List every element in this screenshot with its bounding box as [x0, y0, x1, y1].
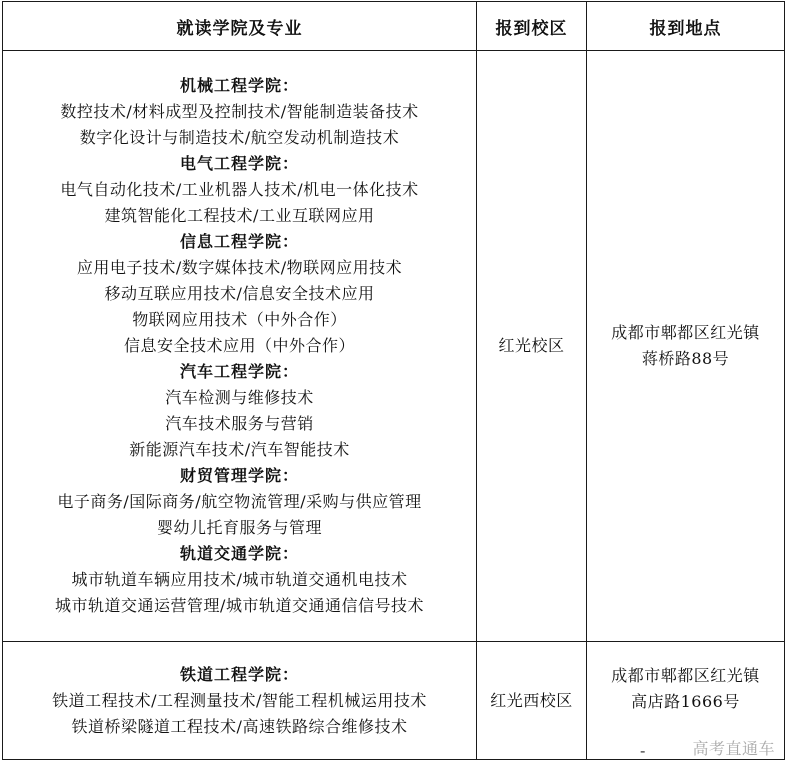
location-line: 蒋桥路88号: [641, 349, 730, 368]
location-cell: [587, 51, 785, 642]
campus-name: 红光校区: [498, 336, 565, 355]
major-line: 电子商务/国际商务/航空物流管理/采购与供应管理: [57, 492, 422, 511]
majors-list: [3, 73, 476, 619]
table-row: [3, 51, 785, 642]
majors-cell: [3, 51, 477, 642]
major-line: 建筑智能化工程技术/工业互联网应用: [104, 206, 375, 225]
major-line: 城市轨道交通运营管理/城市轨道交通通信信号技术: [55, 596, 424, 615]
majors-cell: [3, 642, 477, 760]
major-line: 应用电子技术/数字媒体技术/物联网应用技术: [76, 258, 403, 277]
major-line: 数控技术/材料成型及控制技术/智能制造装备技术: [60, 102, 419, 121]
major-line: 铁道桥梁隧道工程技术/高速铁路综合维修技术: [71, 716, 408, 736]
campus-cell: [477, 642, 587, 760]
major-line: 婴幼儿托育服务与管理: [156, 518, 322, 537]
table-header-row: [3, 2, 785, 51]
college-name: 财贸管理学院：: [179, 466, 299, 485]
major-line: 电气自动化技术/工业机器人技术/机电一体化技术: [60, 180, 419, 199]
registration-table: [2, 1, 785, 760]
major-line: 汽车检测与维修技术: [165, 388, 314, 407]
college-name: 铁道工程学院：: [179, 664, 299, 684]
watermark-text: 高考直通车: [692, 739, 775, 758]
campus-cell: [477, 51, 587, 642]
college-name: 机械工程学院：: [179, 76, 299, 95]
college-name: 信息工程学院：: [179, 232, 299, 251]
major-line: 铁道工程技术/工程测量技术/智能工程机械运用技术: [52, 690, 427, 710]
header-location: 报到地点: [587, 2, 785, 51]
major-line: 物联网应用技术（中外合作）: [132, 310, 347, 329]
header-campus: 报到校区: [477, 2, 587, 51]
major-line: 信息安全技术应用（中外合作）: [123, 336, 355, 355]
location-line: 成都市郫都区红光镇: [611, 323, 760, 342]
location-line: 成都市郫都区红光镇: [611, 665, 760, 685]
header-college-major: 就读学院及专业: [3, 2, 477, 51]
college-name: 汽车工程学院：: [179, 362, 299, 381]
trailing-mark: -: [640, 741, 646, 760]
major-line: 汽车技术服务与营销: [165, 414, 314, 433]
table-row: [3, 642, 785, 760]
college-name: 电气工程学院：: [179, 154, 299, 173]
major-line: 新能源汽车技术/汽车智能技术: [129, 440, 350, 459]
major-line: 数字化设计与制造技术/航空发动机制造技术: [79, 128, 400, 147]
college-name: 轨道交通学院：: [179, 544, 299, 563]
campus-name: 红光西校区: [490, 690, 573, 710]
location-line: 高店路1666号: [631, 691, 740, 711]
major-line: 城市轨道车辆应用技术/城市轨道交通机电技术: [71, 570, 408, 589]
majors-list: [3, 662, 476, 740]
major-line: 移动互联应用技术/信息安全技术应用: [104, 284, 375, 303]
